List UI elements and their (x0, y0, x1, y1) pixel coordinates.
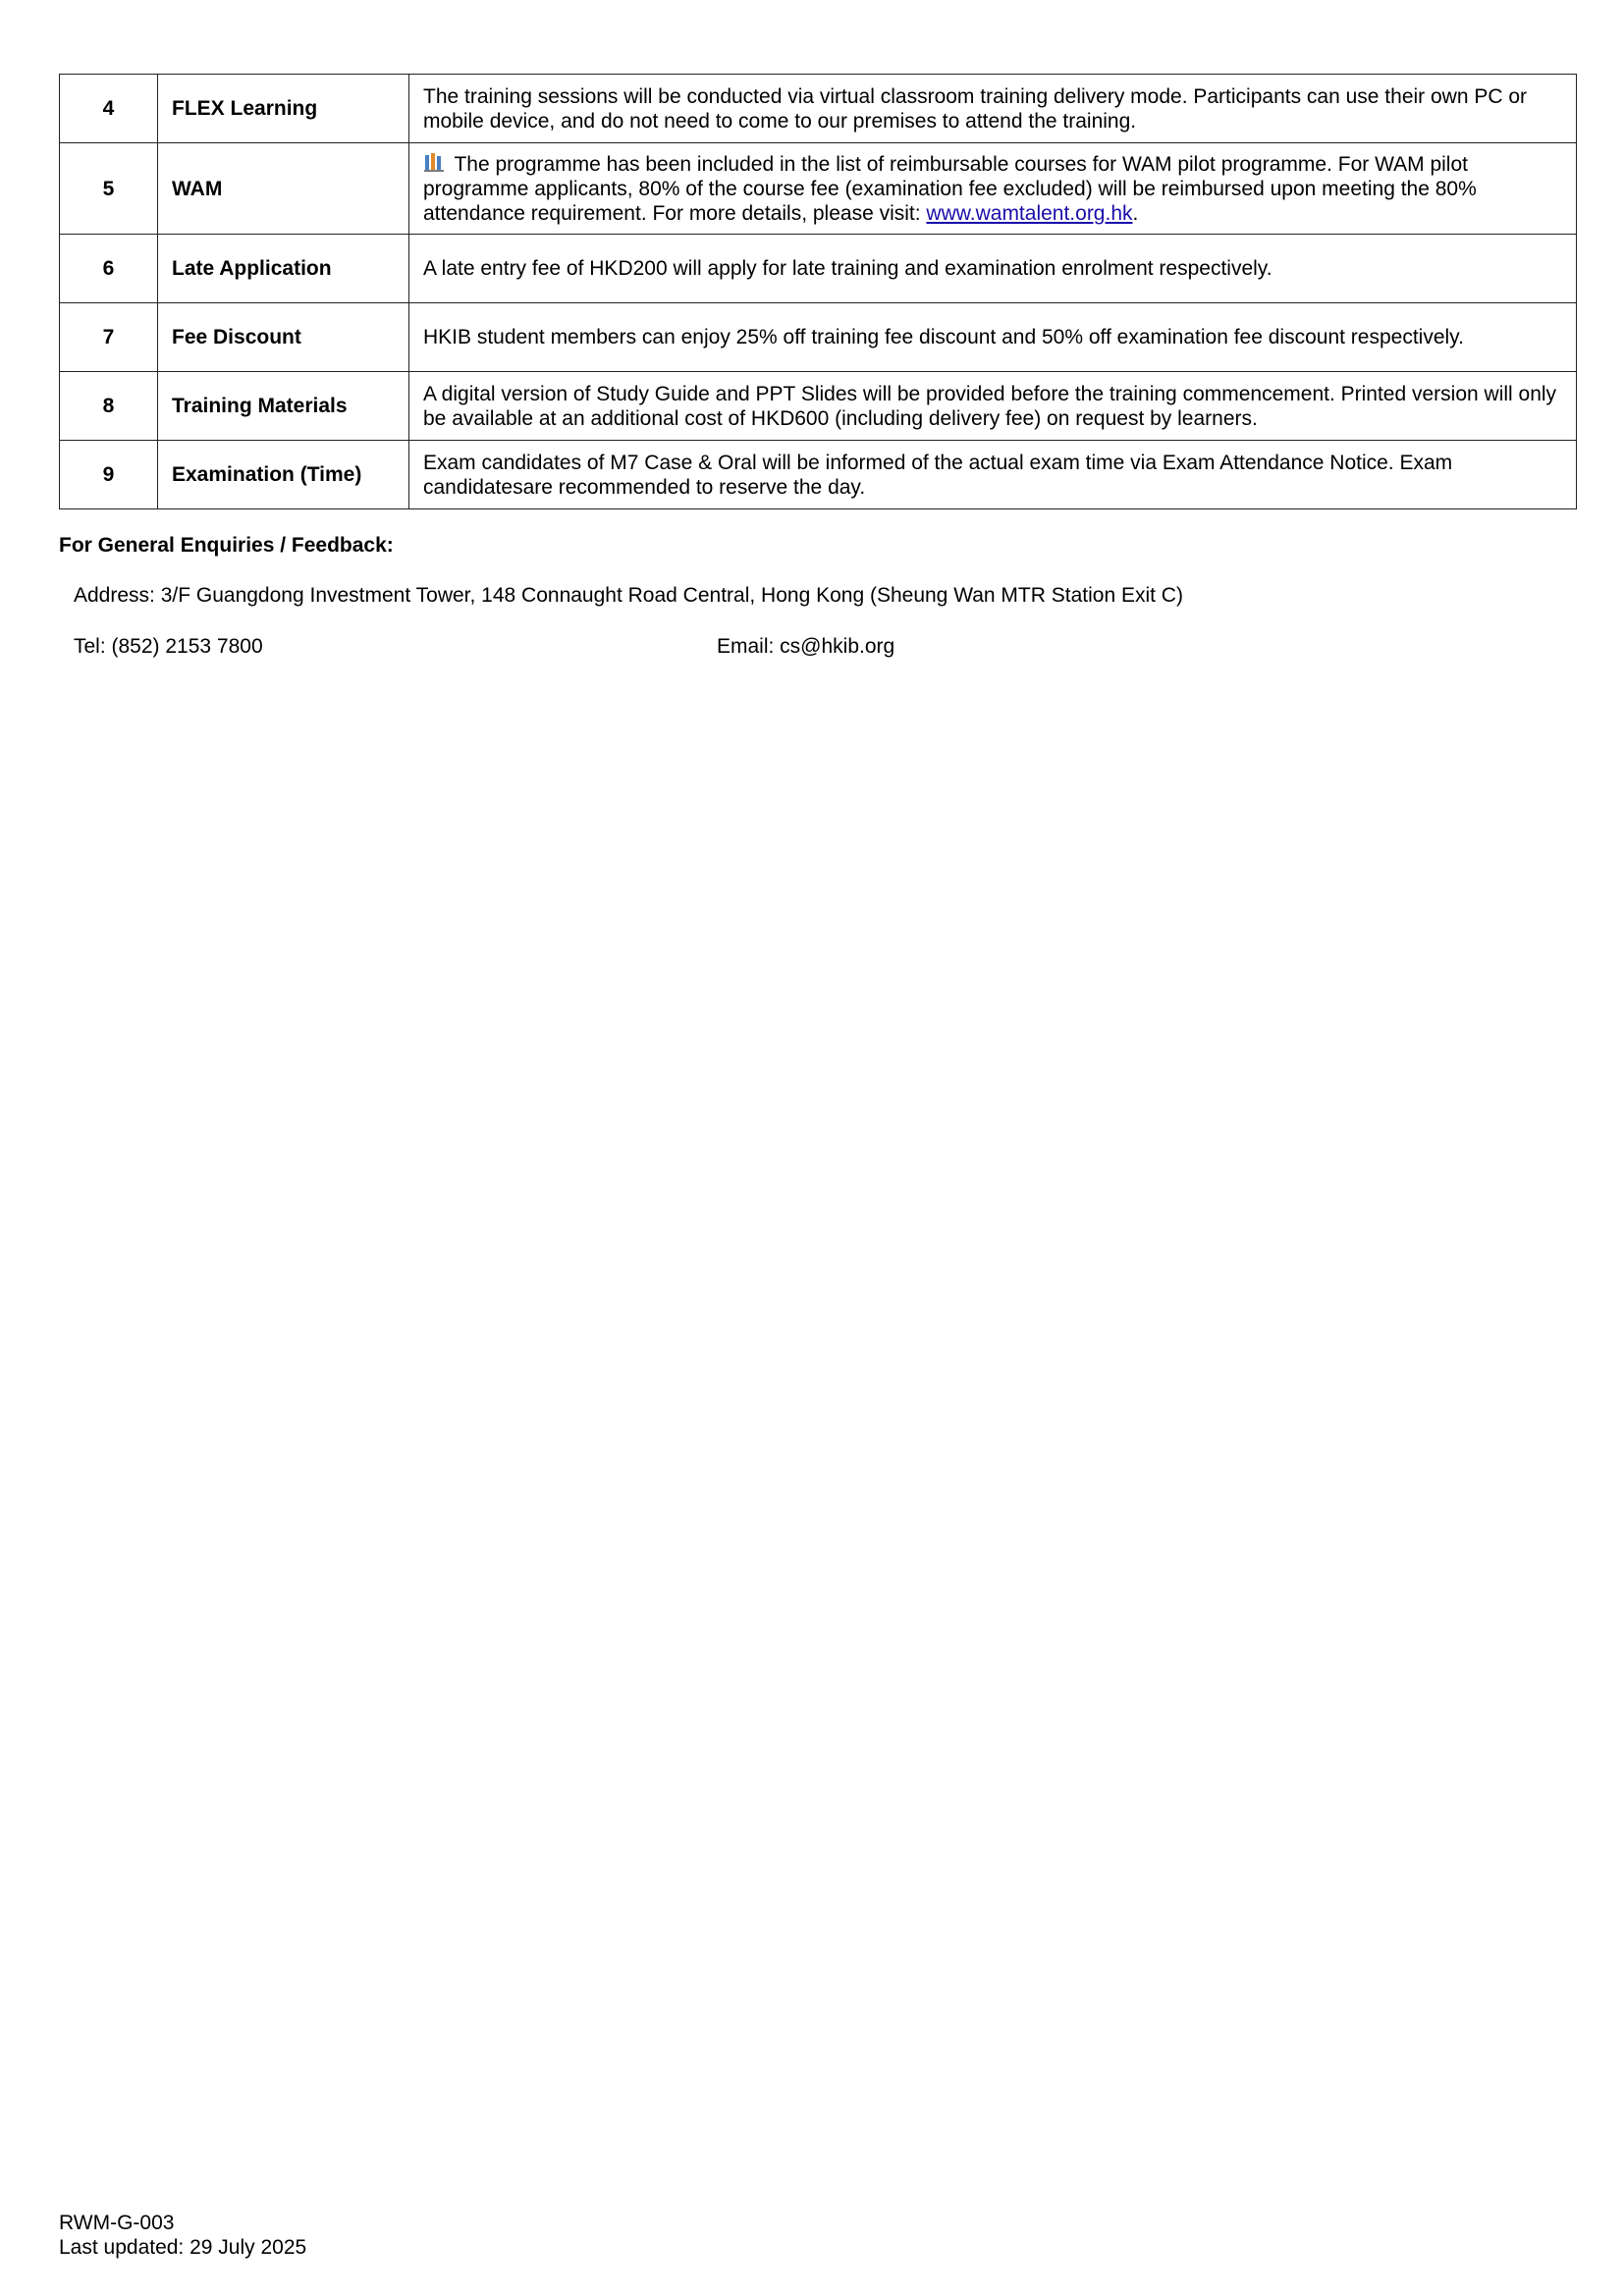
row-number: 4 (60, 75, 158, 143)
row-number: 6 (60, 235, 158, 303)
table-row-late-application (60, 235, 1577, 303)
row-description: A digital version of Study Guide and PPT Slides will be provided before the training commencement. Printed version will only be available at an additional cost of HKD600 (including delivery fee) on request by learners. (409, 372, 1577, 441)
row-number: 7 (60, 303, 158, 372)
table-row-training-materials (60, 372, 1577, 441)
document-footer (59, 2211, 306, 2260)
wam-description-end: . (1132, 202, 1139, 225)
row-label: FLEX Learning (158, 75, 409, 143)
enquiries-email: Email: cs@hkib.org (717, 635, 895, 658)
enquiries-heading: For General Enquiries / Feedback: (59, 534, 394, 557)
wam-logo-icon (423, 151, 445, 173)
wam-description-text: The programme has been included in the list of reimbursable courses for WAM pilot programme. For WAM pilot programme applicants, 80% of the course fee (examination fee excluded) will be reimbursed upon meeting the 80% attendance requirement. For more details, please visit: (423, 153, 1477, 225)
row-description (409, 143, 1577, 235)
last-updated: Last updated: 29 July 2025 (59, 2236, 307, 2259)
table-row-fee-discount (60, 303, 1577, 372)
row-description: A late entry fee of HKD200 will apply for late training and examination enrolment respectively. (409, 235, 1577, 303)
row-number: 5 (60, 143, 158, 235)
row-number: 8 (60, 372, 158, 441)
row-label: Examination (Time) (158, 441, 409, 509)
document-code: RWM-G-003 (59, 2212, 175, 2234)
row-label: WAM (158, 143, 409, 235)
wamtalent-link[interactable]: www.wamtalent.org.hk (926, 202, 1133, 225)
row-number: 9 (60, 441, 158, 509)
row-label: Late Application (158, 235, 409, 303)
row-label: Training Materials (158, 372, 409, 441)
row-description: The training sessions will be conducted via virtual classroom training delivery mode. Participants can use their own PC or mobile device, and do not need to come to our premises to attend the training. (409, 75, 1577, 143)
table-row-examination-time (60, 441, 1577, 509)
table-row-wam (60, 143, 1577, 235)
enquiries-address: Address: 3/F Guangdong Investment Tower, 148 Connaught Road Central, Hong Kong (Sheung Wan MTR Station Exit C) (74, 584, 1183, 607)
row-label: Fee Discount (158, 303, 409, 372)
row-description: Exam candidates of M7 Case & Oral will be informed of the actual exam time via Exam Attendance Notice. Exam candidatesare recommended to reserve the day. (409, 441, 1577, 509)
table-row-flex-learning (60, 75, 1577, 143)
course-info-table (59, 74, 1577, 509)
row-description: HKIB student members can enjoy 25% off training fee discount and 50% off examination fee discount respectively. (409, 303, 1577, 372)
enquiries-tel: Tel: (852) 2153 7800 (74, 635, 263, 658)
